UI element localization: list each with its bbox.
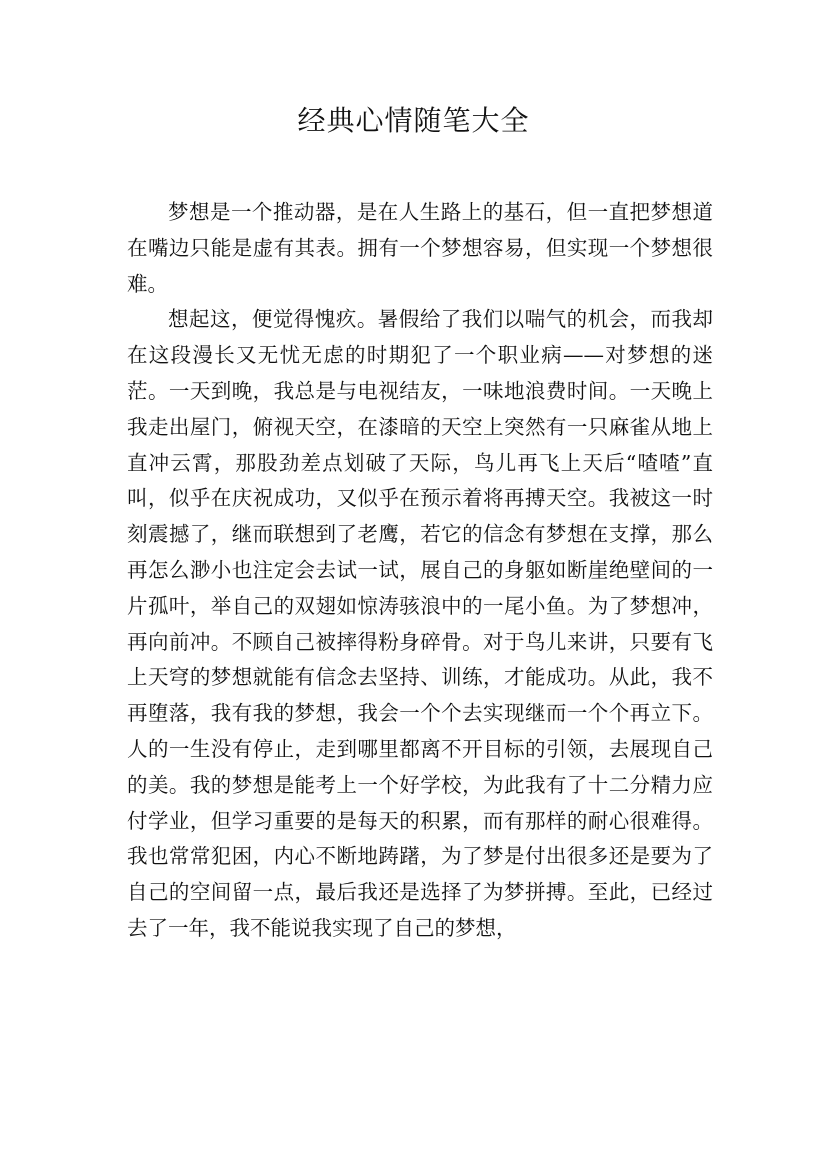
page-title: 经典心情随笔大全 bbox=[297, 104, 530, 137]
paragraph: 想起这，便觉得愧疚。暑假给了我们以喘气的机会，而我却在这段漫长又无忧无虑的时期犯了一个职业病——对梦想的迷茫。一天到晚，我总是与电视结友，一味地浪费时间。一天晚上我走出屋门，俯视天空，在漆暗的天空上突然有一只麻雀从地上直冲云霄，那股劲差点划破了天际，鸟儿再飞上天后“喳喳”直叫，似乎在庆祝成功，又似乎在预示着将再搏天空。我被这一时刻震撼了，继而联想到了老鹰，若它的信念有梦想在支撑，那么再怎么渺小也注定会去试一试，展自己的身躯如断崖绝壁间的一片孤叶，举自己的双翅如惊涛骇浪中的一尾小鱼。为了梦想冲，再向前冲。不顾自己被摔得粉身碎骨。对于鸟儿来讲，只要有飞上天穹的梦想就能有信念去坚持、训练，才能成功。从此，我不再堕落，我有我的梦想，我会一个个去实现继而一个个再立下。人的一生没有停止，走到哪里都离不开目标的引领，去展现自己的美。我的梦想是能考上一个好学校，为此我有了十二分精力应付学业，但学习重要的是每天的积累，而有那样的耐心很难得。我也常常犯困，内心不断地踌躇，为了梦是付出很多还是要为了自己的空间留一点，最后我还是选择了为梦拼搏。至此，已经过去了一年，我不能说我实现了自己的梦想， bbox=[127, 307, 713, 940]
document-body bbox=[127, 195, 713, 947]
paragraph: 梦想是一个推动器，是在人生路上的基石，但一直把梦想道在嘴边只能是虚有其表。拥有一个梦想容易，但实现一个梦想很难。 bbox=[127, 200, 713, 296]
